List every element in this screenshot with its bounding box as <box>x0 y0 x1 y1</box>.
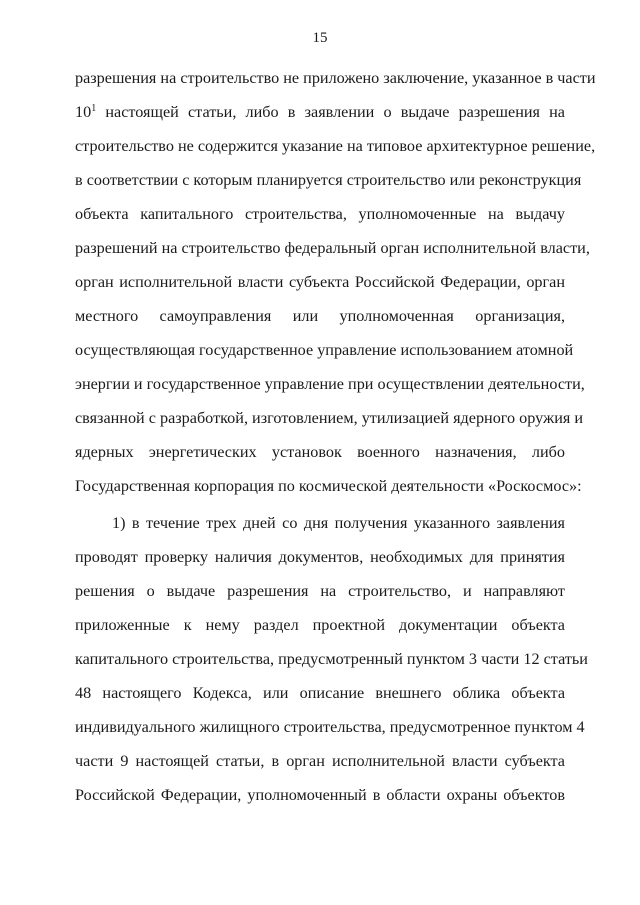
text-line: разрешений на строительство федеральный орган исполнительной власти, <box>75 239 590 257</box>
text-line: энергии и государственное управление при осуществлении деятельности, <box>75 375 585 393</box>
paragraph-2 <box>75 506 588 812</box>
document-body <box>75 61 596 812</box>
text-line: связанной с разработкой, изготовлением, утилизацией ядерного оружия и <box>75 409 584 427</box>
text-line: осуществляющая государственное управление использованием атомной <box>75 341 574 359</box>
text-line: проводят проверку наличия документов, необходимых для принятия <box>75 548 565 566</box>
reference-number: 10 <box>75 103 92 121</box>
text-line: Государственная корпорация по космической деятельности «Роскосмос»: <box>75 477 582 495</box>
text-line-with-superscript <box>75 95 565 129</box>
text-line: орган исполнительной власти субъекта Российской Федерации, орган <box>75 273 565 291</box>
text-line: решения о выдаче разрешения на строительство, и направляют <box>75 582 565 600</box>
text-line: местного самоуправления или уполномоченная организация, <box>75 307 565 325</box>
paragraph-1 <box>75 61 596 503</box>
superscript-index: 1 <box>91 103 97 114</box>
text-line: приложенные к нему раздел проектной документации объекта <box>75 616 565 634</box>
text-line: части 9 настоящей статьи, в орган исполнительной власти субъекта <box>75 752 565 770</box>
text-line: 48 настоящего Кодекса, или описание внешнего облика объекта <box>75 684 565 702</box>
page-number: 15 <box>312 30 328 46</box>
text-line: Российской Федерации, уполномоченный в области охраны объектов <box>75 786 565 804</box>
text-line: разрешения на строительство не приложено заключение, указанное в части <box>75 69 596 87</box>
text-line: индивидуального жилищного строительства, предусмотренное пунктом 4 <box>75 718 585 736</box>
text-line-rest: настоящей статьи, либо в заявлении о выдаче разрешения на <box>96 103 565 121</box>
text-line: капитального строительства, предусмотренный пунктом 3 части 12 статьи <box>75 650 588 668</box>
text-line: строительство не содержится указание на типовое архитектурное решение, <box>75 137 596 155</box>
text-line: ядерных энергетических установок военного назначения, либо <box>75 443 565 461</box>
text-line: в соответствии с которым планируется строительство или реконструкция <box>75 171 582 189</box>
text-line: 1) в течение трех дней со дня получения указанного заявления <box>112 514 565 532</box>
text-line: объекта капитального строительства, уполномоченные на выдачу <box>75 205 565 223</box>
